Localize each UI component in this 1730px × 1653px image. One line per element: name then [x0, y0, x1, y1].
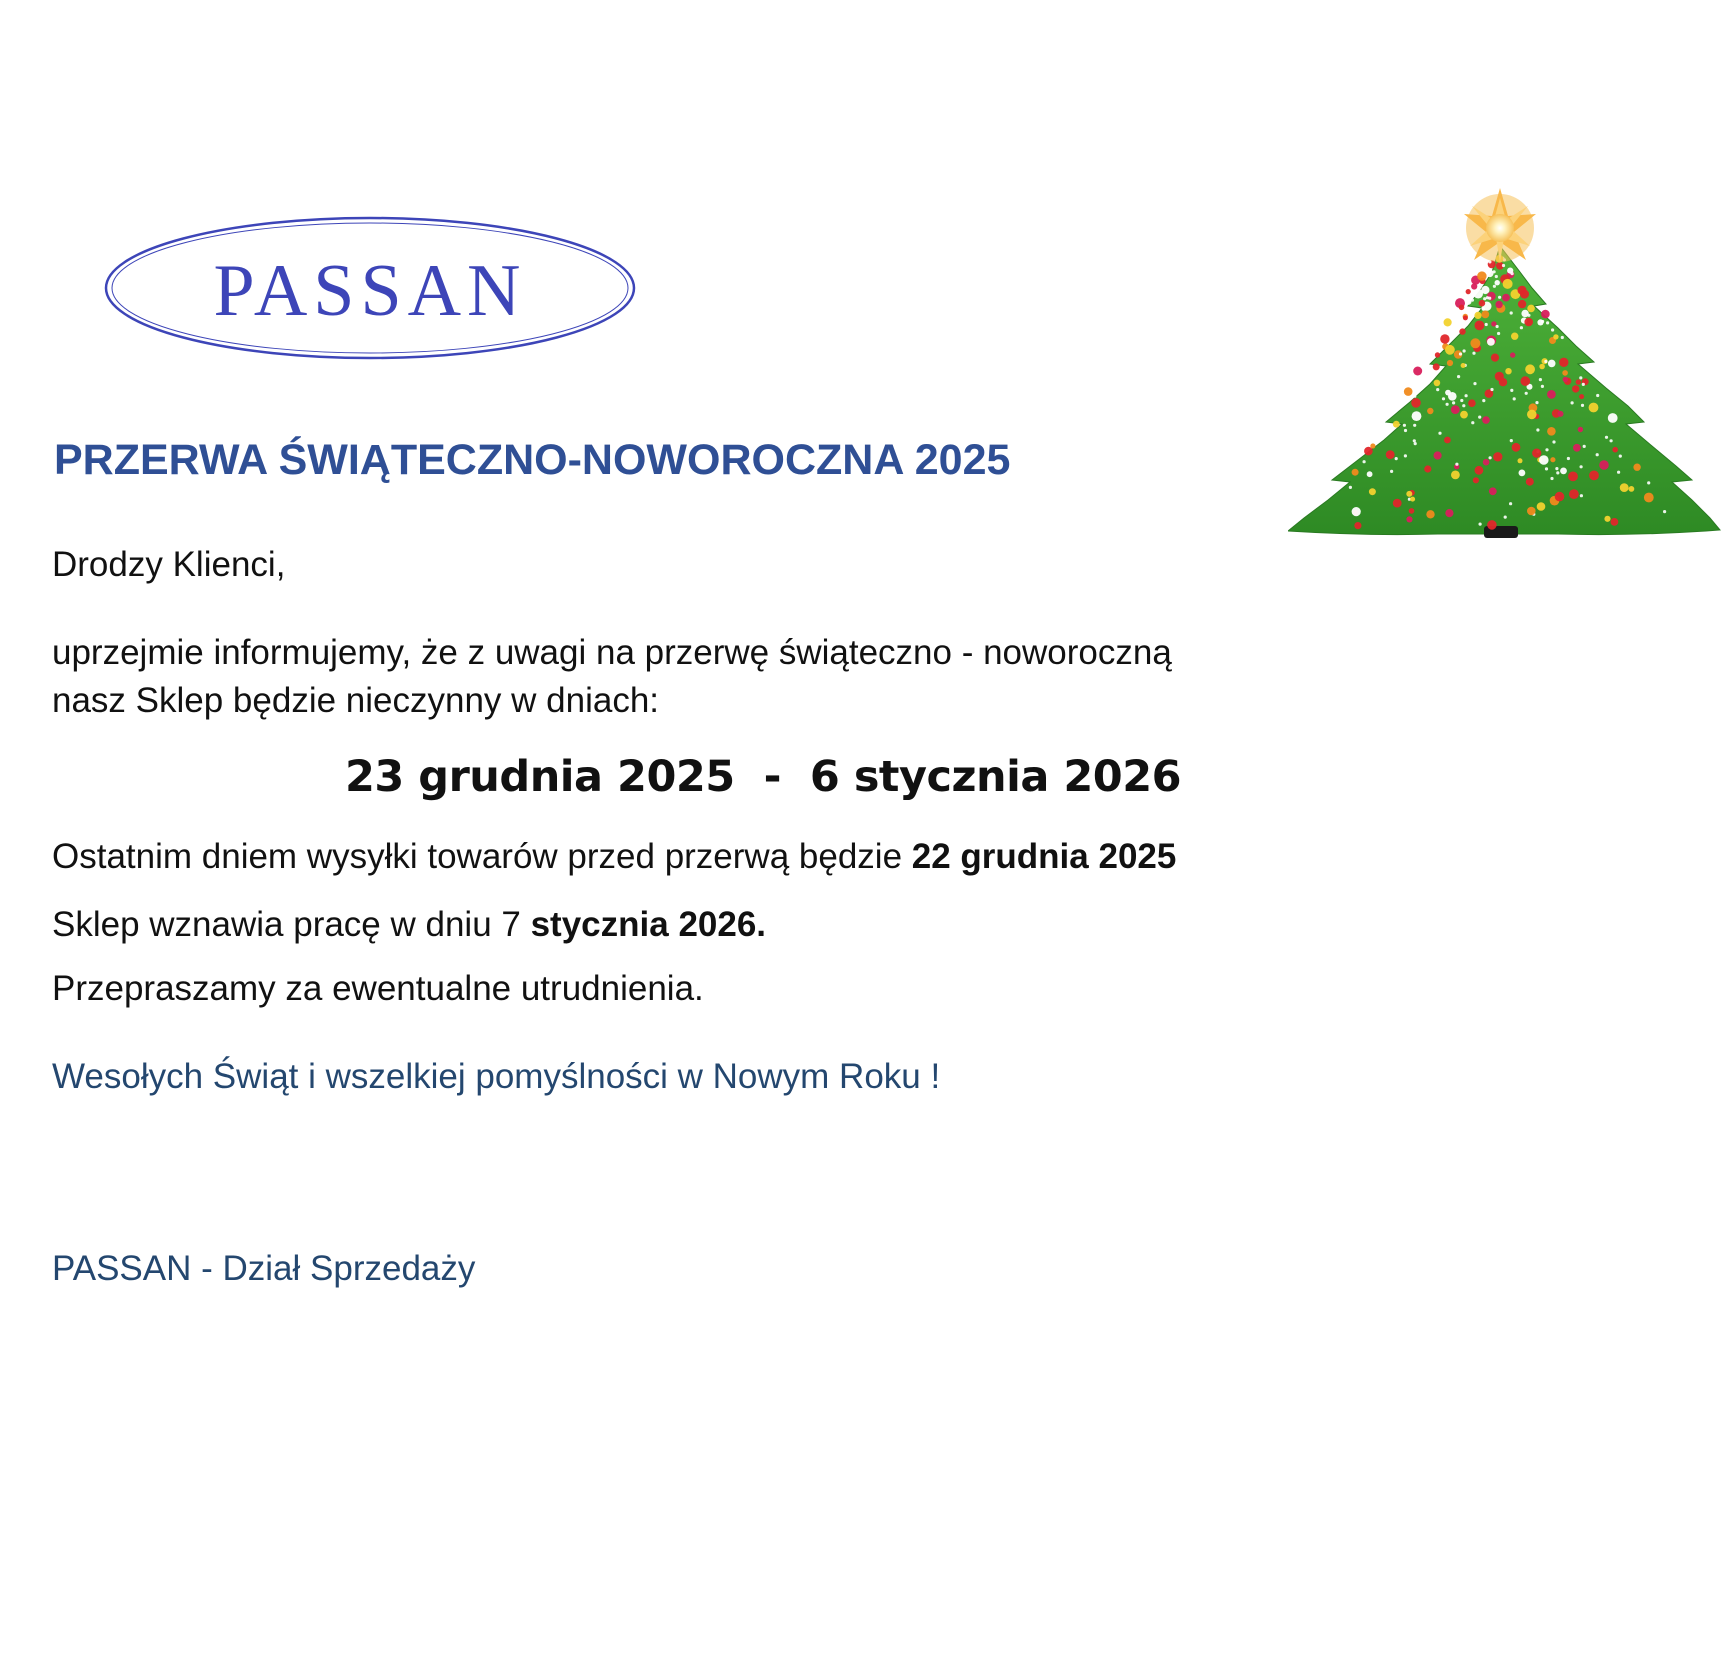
wishes: Wesołych Świąt i wszelkiej pomyślności w Nowym Roku ! — [52, 1057, 941, 1096]
closure-dates: 23 grudnia 2025 - 6 stycznia 2026 — [345, 752, 1182, 802]
info-line-1: uprzejmie informujemy, że z uwagi na przerwę świąteczno - noworoczną — [52, 633, 1172, 672]
reopen-text: Sklep wznawia pracę w dniu 7 — [52, 905, 531, 944]
christmas-tree-icon — [1288, 188, 1722, 588]
reopen-date: stycznia 2026. — [530, 905, 767, 944]
apology: Przepraszamy za ewentualne utrudnienia. — [52, 969, 704, 1008]
logo-text: PASSAN — [213, 249, 527, 332]
page-title: PRZERWA ŚWIĄTECZNO-NOWOROCZNA 2025 — [54, 436, 1011, 484]
signature: PASSAN - Dział Sprzedaży — [52, 1249, 476, 1288]
last-shipping-line — [52, 836, 1176, 878]
last-shipping-date: 22 grudnia 2025 — [911, 837, 1177, 876]
greeting: Drodzy Klienci, — [52, 545, 286, 584]
passan-logo — [100, 212, 640, 364]
reopen-line — [52, 904, 766, 946]
info-line-2: nasz Sklep będzie nieczynny w dniach: — [52, 681, 660, 720]
last-shipping-text: Ostatnim dniem wysyłki towarów przed przerwą będzie — [52, 837, 912, 876]
